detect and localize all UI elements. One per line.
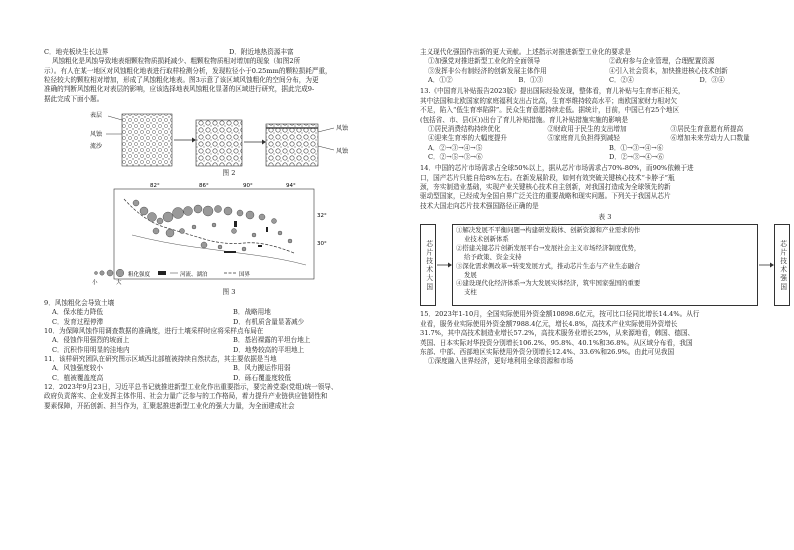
- q15-line: 英国、日本实际对华投资分别增长106.2%、95.8%、40.1%和36.8%。从区域分布看，我国: [420, 338, 693, 347]
- q9-option-c: C．发育过程停滞: [52, 317, 104, 326]
- q10-option-c: C．沉积作用明显的洼地内: [52, 345, 130, 354]
- table-item: ③深化需求侧改革→转变发展方式，推动芯片生态与产业生态融合: [456, 261, 641, 270]
- q11-option-a: A．风蚀强度较小: [52, 364, 103, 373]
- q12-item-1: ①加强党对推进新型工业化的全面领导: [428, 57, 541, 66]
- q9-options-cd: [44, 318, 414, 327]
- q14-line: 技术大国走向芯片技术强国路径正确的是: [420, 201, 539, 210]
- q11-option-b: B．风力搬运作用弱: [233, 364, 291, 373]
- q13-line: 不足，陷入“低生育率陷阱”。民众生育意愿持续走低。据统计，目前，中国已有25个地区: [420, 106, 680, 115]
- q13-item-6: ⑥增加未来劳动力人口数量: [670, 134, 750, 143]
- table-3-arrow-out: [758, 224, 774, 306]
- q12-items-row-2: [420, 67, 790, 76]
- q10-options-ab: [44, 336, 414, 345]
- q13-line: 其中法国和北欧国家的家庭福利支出占比高，生育率维持较高水平；南欧国家财力相对欠: [420, 96, 678, 105]
- q8-options-cd: [44, 48, 414, 57]
- q12-line: 要素保障，开拓创新、担当作为，汇聚起推进新型工业化的强大力量，为全面建成社会: [44, 401, 295, 410]
- figure-2-caption: 图 2: [222, 169, 236, 178]
- q15-line: 东部、中部、西部地区实际使用外资分别增长12.4%、33.6%和26.9%。由此可见我国: [420, 347, 675, 356]
- q13-option-d: D．②→③→④→⑥: [609, 152, 664, 161]
- q13-item-2: ②财政用于民生的支出增加: [547, 124, 627, 133]
- table-3-title: 表 3: [598, 213, 612, 222]
- q8-option-c: C．地壳板块生长边界: [44, 48, 109, 56]
- q15-line: 15．2023年1-10月，全国实际使用外资金额10898.6亿元，按可比口径同比增长14.4%。从行: [420, 310, 700, 319]
- left-column: [44, 48, 414, 411]
- right-column: [420, 48, 790, 367]
- table-item: 给予政策、资金支持: [464, 252, 522, 261]
- lon-82: 82°: [150, 182, 160, 189]
- q11-option-d: D．砾石覆盖度较低: [233, 373, 292, 382]
- lon-90: 90°: [243, 182, 253, 189]
- lon-94: 94°: [286, 182, 296, 189]
- table-item: ①解决发展不平衡问题→构建研发载体、创新资源和产业需求的作: [456, 226, 641, 235]
- q12-options: [420, 76, 790, 85]
- passage-line: 准确的判断风蚀粗化对表层的影响，应该选择地表风蚀粗化显著的区域进行研究，据此完成9-: [44, 85, 315, 94]
- table-item: 支柱: [464, 288, 477, 297]
- table-3-left-label: 芯片技术大国: [424, 239, 433, 292]
- q13-option-a: A．②→③→④→⑤: [428, 143, 483, 152]
- q11-stem: 11．该样研究团队在研究图示区域西北部植被持续自然状态，其主要依据是当地: [44, 355, 277, 364]
- q11-options-cd: [44, 374, 414, 383]
- fig2-label-sand: 流沙: [90, 143, 103, 151]
- table-item: ④建设现代化经济体系→为大发展实体经济，筑牢国家强国的重要: [456, 279, 641, 288]
- q12-item-3: ③发挥非公有制经济的创新发展主体作用: [428, 66, 547, 75]
- q10-options-cd: [44, 346, 414, 355]
- table-item: 业技术创新体系: [464, 235, 509, 244]
- q9-option-a: A．保水能力降低: [52, 308, 103, 317]
- table-item: ②搭建关键芯片创新发展平台→发展社会主义市场经济制度优势，: [456, 244, 641, 253]
- q14-line: 驱动型国家，已经成为全国自界广泛关注的重要战略和现实问题。下列关于我国从芯片: [420, 192, 671, 201]
- q9-option-b: B．战略用地: [233, 308, 271, 317]
- legend-large: 大: [116, 279, 122, 286]
- q9-stem: 9．风蚀粗化会导致土壤: [44, 298, 115, 307]
- lon-86: 86°: [199, 182, 209, 189]
- q12-option-c: C．②④: [609, 76, 634, 85]
- passage-line: 粒径较大的颗粒相对增加，形成了风蚀粗化地表。图3示意了该区域风蚀粗化的空间分布，为更: [44, 76, 319, 85]
- fig2-stage-3: [266, 124, 318, 166]
- q12-option-a: A．①②: [428, 76, 453, 85]
- q13-item-5: ⑤家庭育儿负担得到减轻: [547, 134, 620, 143]
- table-3-right-label: 芯片技术强国: [778, 239, 787, 292]
- passage-tail: 据此完成下面小题。: [44, 94, 104, 103]
- q13-item-4: ④迎来生育率的大幅度提升: [428, 134, 508, 143]
- table-3-arrow-in: [436, 224, 452, 306]
- q13-line: 13.《中国育儿补贴报告2023版》提出国际经验发现，整体看，育儿补贴与生育率正相关，: [420, 87, 685, 96]
- q13-options-ab: [420, 144, 790, 153]
- legend-river: 河流、湖泊: [180, 271, 208, 278]
- q13-option-b: B．①→③→④→⑥: [609, 143, 664, 152]
- passage-line: 风蚀粗化是风蚀导致地表细颗粒物质损耗减少、粗颗粒物质相对增加的现象（如图2所: [52, 57, 301, 66]
- q15-line: 业看，服务业实际使用外资金额7988.4亿元，增长4.8%，高技术产业实际使用外资增长: [420, 319, 678, 328]
- fig2-label-out1: 风蚀: [336, 125, 349, 133]
- q10-stem: 10．为保障风蚀作用调查数据的准确度，进行土壤采样时应将采样点布局在: [44, 326, 264, 335]
- q13-line: (包括省、市、县(区))出台了育儿补贴措施。育儿补贴措施实施的影响是: [420, 115, 629, 124]
- q12-line: 12．2023年9月23日，习近平总书记就推进新型工业化作出重要指示，要完善党委(党组)统一领导、: [44, 383, 338, 392]
- q13-option-c: C．②→⑤→③→⑥: [428, 152, 483, 161]
- q9-option-d: D．有机质含量显著减少: [233, 317, 305, 326]
- figure-3-map: [44, 181, 414, 287]
- q13-options-cd: [420, 153, 790, 162]
- q10-option-d: D．地势较高的平坦地上: [233, 345, 305, 354]
- q8-option-d: D．附近地热资源丰富: [229, 48, 294, 56]
- table-3: [420, 224, 790, 306]
- figure-2-diagram: [44, 106, 414, 168]
- legend-coarsen: 粗化强度: [128, 271, 151, 278]
- fig2-stage-1: [122, 114, 172, 166]
- fig2-label-top: 表层: [90, 112, 103, 120]
- q13-item-1: ①居民消费结构持续优化: [428, 124, 501, 133]
- table-3-center-box: [452, 224, 758, 306]
- q15-line: 31.7%，其中高技术制造业增长57.2%，高技术服务业增长25%，从来源地看，韩国、德国、: [420, 329, 695, 338]
- q14-line: 颈，夯实制造业基础，实现产业关键核心技术自主创新，对我国打造成为全球领先的新: [420, 183, 671, 192]
- fig2-label-out2: 风蚀: [336, 148, 349, 156]
- q13-items-row-2: [420, 134, 790, 143]
- legend-border: 国界: [239, 271, 251, 278]
- q12-continuation: 主义现代化强国作出新的更大贡献。上述指示对推进新型工业化的要求是: [420, 48, 631, 56]
- fig2-stage-2: [196, 120, 242, 166]
- q14-line: 14．中国的芯片市场需求占全球50%以上，据从芯片市场需求占70%-80%，而90%依赖于进: [420, 164, 694, 173]
- q12-items-row-1: [420, 57, 790, 66]
- q14-line: 口，国产芯片只能自给8%左右。在新发展阶段，如何有效突破关键核心技术“卡脖子”瓶: [420, 173, 675, 182]
- q13-items-row-1: [420, 125, 790, 134]
- q10-option-a: A．侵蚀作用强烈的坡面上: [52, 336, 130, 345]
- q10-option-b: B．基岩裸露的平坦台地上: [233, 336, 311, 345]
- q12-option-d: D．③④: [699, 76, 725, 85]
- passage-line: 示）。有人在某一地区对风蚀粗化地表进行取样检测分析，发现粒径小于0.25mm的颗粒损耗严重，: [44, 66, 332, 75]
- lat-30: 30°: [317, 240, 327, 247]
- table-3-right-box: [774, 224, 790, 306]
- lat-32: 32°: [317, 212, 327, 219]
- fig2-label-wind: 风蚀: [90, 131, 103, 139]
- q15-line: ①深度融入世界经济，更好地利用全球资源和市场: [428, 357, 574, 366]
- q12-item-2: ②政府参与企业管理，合理配置资源: [609, 57, 715, 66]
- q9-options-ab: [44, 308, 414, 317]
- q11-options-ab: [44, 364, 414, 373]
- q12-option-b: B．①③: [518, 76, 544, 85]
- table-item: 发展: [464, 270, 477, 279]
- q13-item-3: ③居民生育意愿有所提高: [670, 124, 744, 133]
- table-3-left-box: [420, 224, 436, 306]
- q11-option-c: C．植被覆盖度高: [52, 373, 104, 382]
- q12-line: 政府负责落实、企业发挥主体作用、社会力量广泛参与的工作格局，着力提升产业链供应链韧性和: [44, 392, 328, 401]
- legend-small: 小: [92, 279, 98, 286]
- q12-item-4: ④引入社会资本，加快推进核心技术创新: [609, 66, 728, 75]
- figure-3-caption: 图 3: [222, 287, 236, 296]
